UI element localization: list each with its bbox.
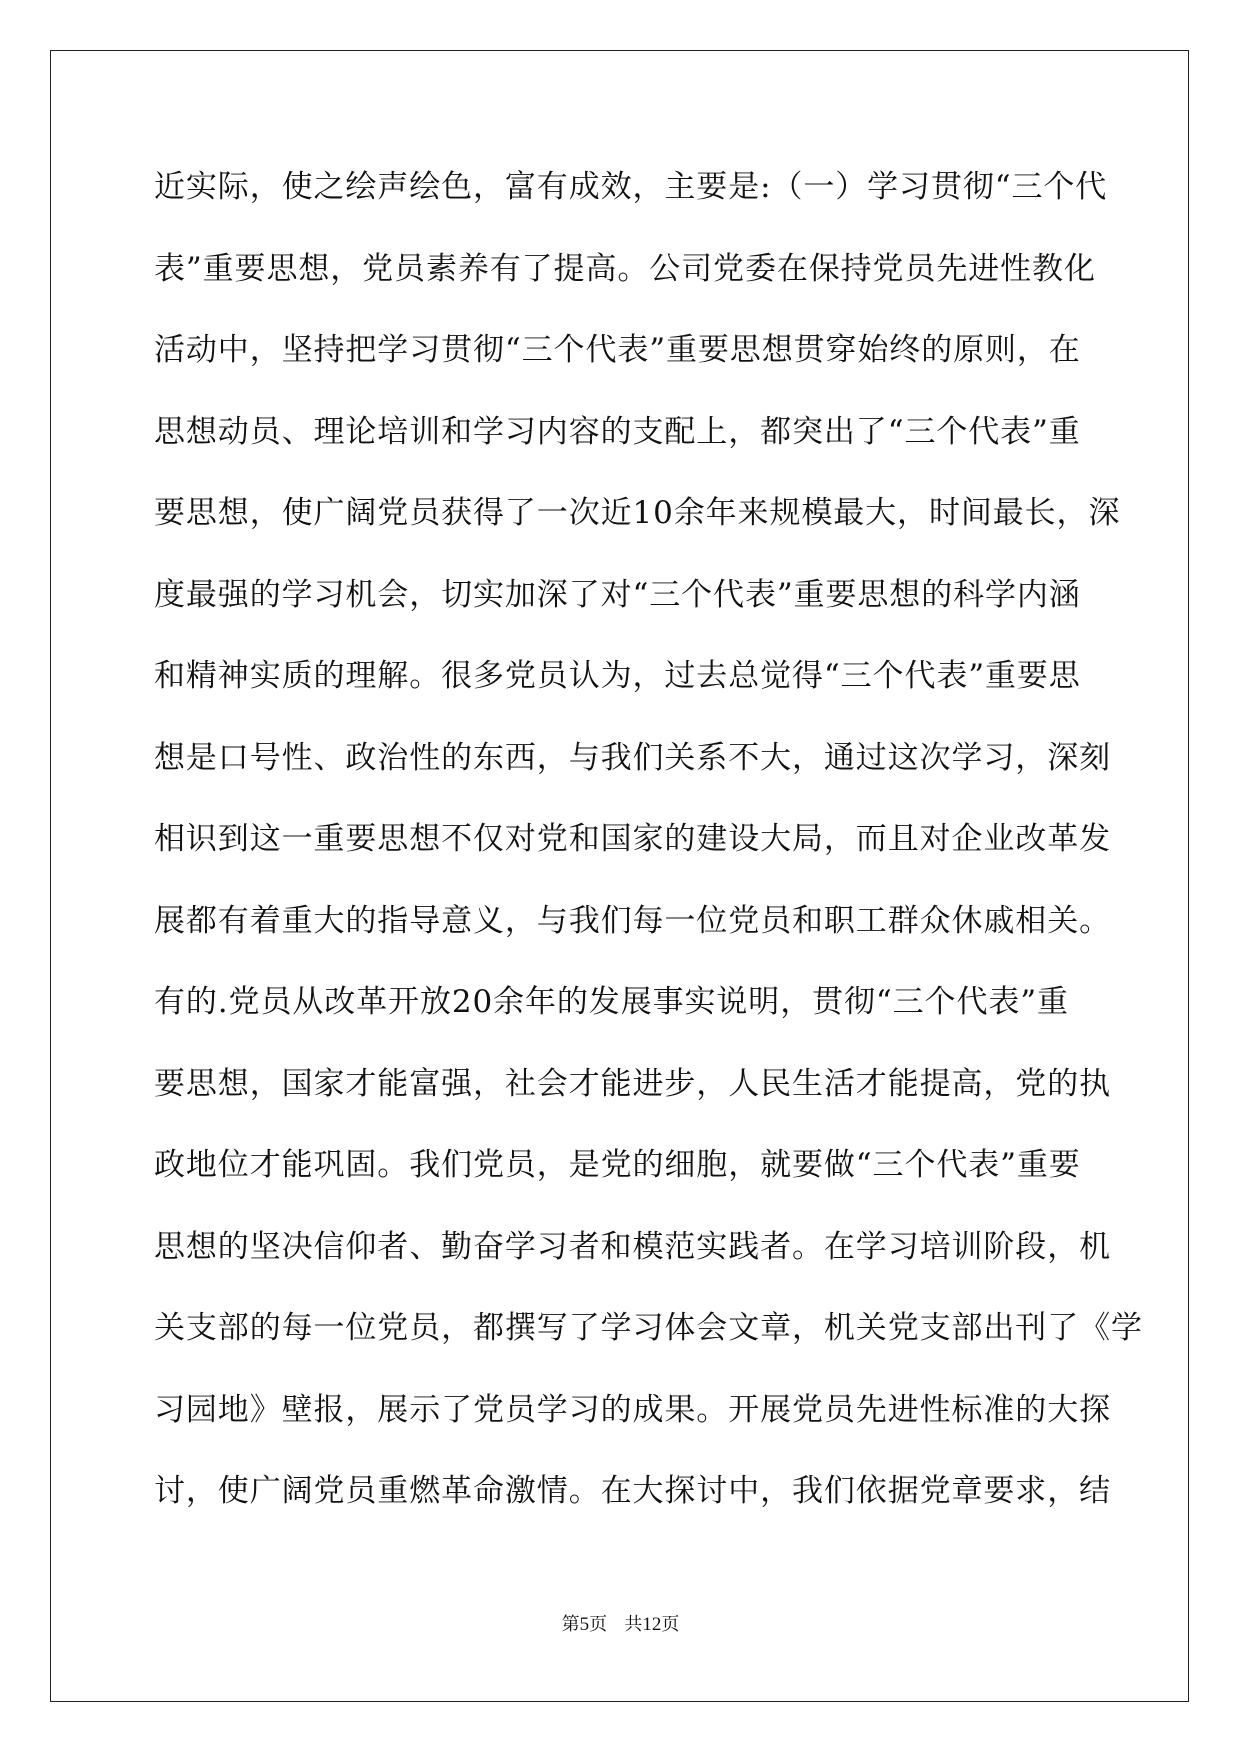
page-number-label: 第5页	[561, 1614, 608, 1635]
text-line: 活动中，坚持把学习贯彻“三个代表”重要思想贯穿始终的原则，在	[154, 332, 1081, 368]
text-line: 习园地》壁报，展示了党员学习的成果。开展党员先进性标准的大探	[154, 1391, 1111, 1428]
text-line: 政地位才能巩固。我们党员，是党的细胞，就要做“三个代表”重要	[154, 1147, 1081, 1183]
text-line: 要思想，使广阔党员获得了一次近10余年来规模最大，时间最长，深	[154, 495, 1121, 531]
text-line: 要思想，国家才能富强，社会才能进步，人民生活才能提高，党的执	[154, 1065, 1111, 1102]
text-line: 度最强的学习机会，切实加深了对“三个代表”重要思想的科学内涵	[154, 576, 1081, 613]
document-body	[154, 162, 1143, 1548]
text-line: 思想动员、理论培训和学习内容的支配上，都突出了“三个代表”重	[154, 413, 1081, 450]
total-pages-label: 共12页	[624, 1614, 680, 1635]
text-line: 想是口号性、政治性的东西，与我们关系不大，通过这次学习，深刻	[154, 739, 1111, 776]
text-line: 有的.党员从改革开放20余年的发展事实说明，贯彻“三个代表”重	[154, 984, 1069, 1020]
text-line: 相识到这一重要思想不仅对党和国家的建设大局，而且对企业改革发	[154, 821, 1111, 857]
total-page-number: 12	[642, 1614, 662, 1635]
page-footer	[0, 1610, 1241, 1636]
text-line: 和精神实质的理解。很多党员认为，过去总觉得“三个代表”重要思	[154, 658, 1081, 694]
text-line: 关支部的每一位党员，都撰写了学习体会文章，机关党支部出刊了《学	[154, 1310, 1143, 1346]
text-line: 思想的坚决信仰者、勤奋学习者和模范实践者。在学习培训阶段，机	[154, 1228, 1111, 1265]
text-line: 讨，使广阔党员重燃革命激情。在大探讨中，我们依据党章要求，结	[154, 1473, 1111, 1509]
current-page-number: 5	[579, 1614, 590, 1635]
text-line: 表”重要思想，党员素养有了提高。公司党委在保持党员先进性教化	[154, 250, 1096, 287]
text-line: 近实际，使之绘声绘色，富有成效，主要是:（一）学习贯彻“三个代	[154, 169, 1108, 205]
text-line: 展都有着重大的指导意义，与我们每一位党员和职工群众休戚相关。	[154, 902, 1111, 939]
